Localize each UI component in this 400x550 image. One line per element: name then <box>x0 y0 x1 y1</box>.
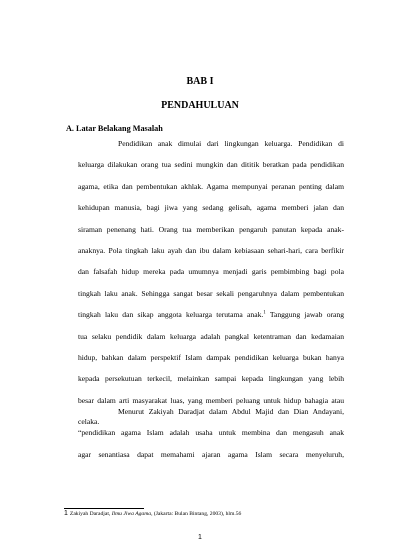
paragraph-1 <box>78 133 344 433</box>
section-heading: A. Latar Belakang Masalah <box>66 124 163 133</box>
chapter-title: PENDAHULUAN <box>161 100 239 111</box>
footnote-number: 1 <box>64 510 68 517</box>
paragraph-line: celaka. <box>78 417 100 427</box>
paragraph-line: tingkah laku anak. Sehingga sangat besar sekali pengaruhnya dalam pembentukan <box>78 288 344 298</box>
paragraph-line: kehidupan manusia, bagi jiwa yang sedang gelisah, agama memberi jalan dan <box>78 203 344 213</box>
footnote-title: Ilmu Jiwa Agama <box>111 511 152 517</box>
paragraph-2 <box>78 401 344 465</box>
line-text: Tanggung jawab orang <box>265 310 344 320</box>
paragraph-line: siraman penenang hati. Orang tua memberikan pengaruh panutan kepada anak- <box>78 224 344 234</box>
paragraph-line: tua selaku pendidik dalam keluarga adalah pangkal ketentraman dan kedamaian <box>78 331 344 341</box>
footnote-details: , (Jakarta: Bulan Bintang, 2003), hlm.56 <box>151 511 242 517</box>
paragraph-line: agar senantiasa dapat memahami ajaran agama Islam secara menyeluruh, <box>78 449 344 459</box>
paragraph-line: agama, etika dan pembentukan akhlak. Agama mempunyai peranan penting dalam <box>78 181 344 191</box>
paragraph-line: Menurut Zakiyah Daradjat dalam Abdul Majid dan Dian Andayani, <box>118 407 344 416</box>
paragraph-line: dan falsafah hidup mereka pada umumnya menjadi garis pembimbing bagi pola <box>78 267 344 277</box>
paragraph-line: Pendidikan anak dimulai dari lingkungan keluarga. Pendidikan di <box>118 139 344 148</box>
paragraph-line: kepada persekutuan terkecil, melainkan sampai kepada lingkungan yang lebih <box>78 374 344 384</box>
paragraph-line: “pendidikan agama Islam adalah usaha untuk membina dan mengasuh anak <box>78 428 344 438</box>
footnote-reference: 1 <box>263 310 266 316</box>
chapter-number: BAB I <box>186 76 214 87</box>
footnote-divider <box>64 508 144 509</box>
footnote-author: Zakiyah Daradjat, <box>69 511 112 517</box>
paragraph-line: keluarga dilakukan orang tua sedini mungkin dan dititik beratkan pada pendidikan <box>78 160 344 170</box>
page-number: 1 <box>198 534 202 541</box>
paragraph-line-with-footnote <box>78 304 344 325</box>
paragraph-line: besar dalam arti masyarakat luas, yang memberi peluang untuk hidup bahagia atau <box>78 395 344 405</box>
paragraph-line: anaknya. Pola tingkah laku ayah dan ibu dalam kebiasaan sehari-hari, cara berfikir <box>78 246 344 256</box>
paragraph-line: hidup, bahkan dalam perspektif Islam dampak pendidikan keluarga bukan hanya <box>78 353 344 363</box>
footnote <box>64 510 241 517</box>
line-text: tingkah laku dan sikap anggota keluarga terutama anak. <box>78 310 264 320</box>
